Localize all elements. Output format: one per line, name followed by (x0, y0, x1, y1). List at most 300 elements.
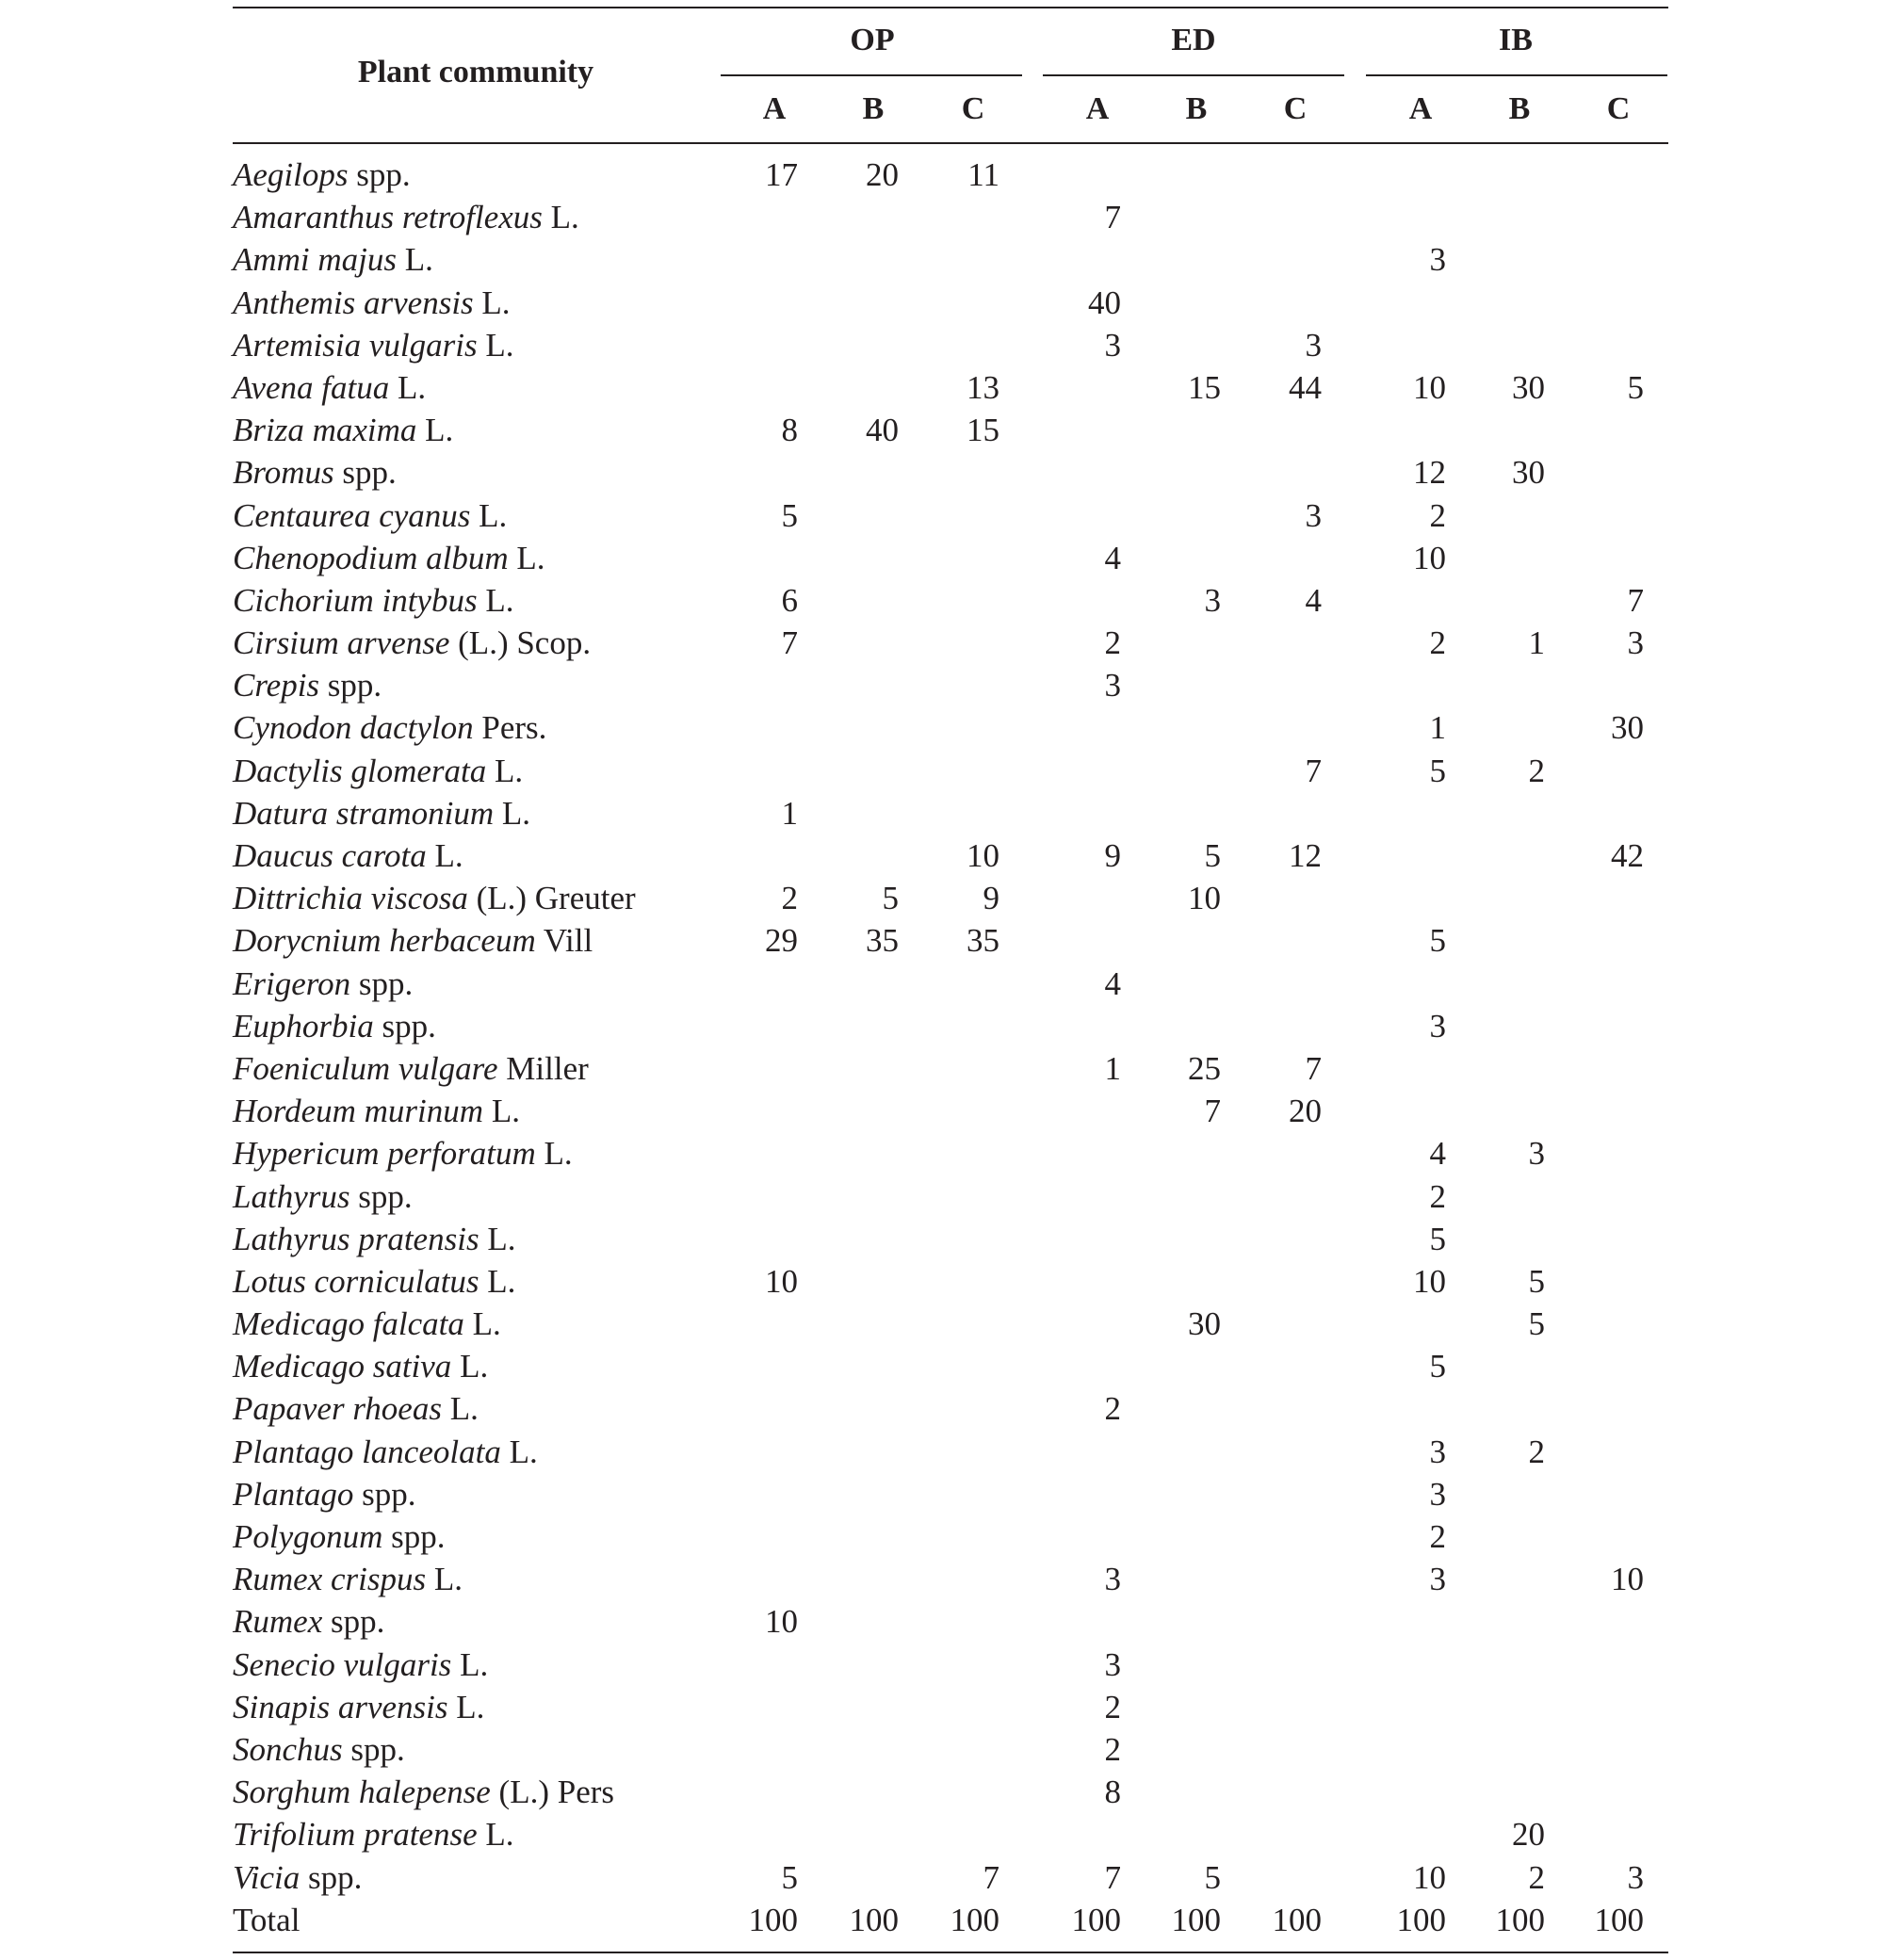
species-name (233, 1813, 514, 1855)
value-cell: 2 (1429, 1518, 1446, 1555)
species-genus: Polygonum (233, 1518, 383, 1555)
total-row (0, 1899, 1901, 1941)
table-row (0, 1132, 1901, 1174)
value-cell (1568, 1345, 1644, 1387)
value-cell (1145, 1600, 1221, 1643)
species-authority: Miller (506, 1049, 589, 1087)
value-cell (823, 282, 899, 324)
group-underline-ib (1366, 74, 1667, 76)
value-cell (1568, 1387, 1644, 1430)
table-row (0, 1047, 1901, 1090)
value-cell (1246, 1856, 1322, 1899)
value-cell: 20 (1289, 1093, 1322, 1130)
value-cell (1246, 1303, 1322, 1345)
value-cell (723, 238, 798, 281)
value-cell (723, 537, 798, 579)
species-name (233, 1132, 573, 1174)
value-cell (924, 451, 999, 494)
value-cell (1046, 451, 1121, 494)
value-cell (1046, 494, 1121, 537)
value-cell (1470, 1345, 1545, 1387)
value-cell (1568, 1090, 1644, 1132)
table-row (0, 537, 1901, 579)
value-cell (1568, 1813, 1644, 1855)
value-cell (1145, 1175, 1221, 1218)
subcolumn-header: A (1408, 91, 1433, 126)
value-cell (1568, 1771, 1644, 1813)
species-name (233, 579, 513, 622)
species-genus: Senecio vulgaris (233, 1645, 452, 1683)
value-cell (1371, 1771, 1446, 1813)
value-cell (924, 238, 999, 281)
bottom-rule (233, 1952, 1668, 1953)
value-cell (1371, 154, 1446, 196)
species-name (233, 1345, 488, 1387)
value-cell (1470, 1090, 1545, 1132)
value-cell (1371, 1303, 1446, 1345)
value-cell: 2 (1429, 624, 1446, 662)
table-row (0, 1515, 1901, 1558)
value-cell: 10 (1413, 368, 1446, 406)
value-cell (1145, 238, 1221, 281)
species-authority: L. (425, 412, 454, 449)
value-cell (1145, 706, 1221, 749)
value-cell (823, 1728, 899, 1771)
species-genus: Rumex (233, 1603, 323, 1641)
species-authority: L. (516, 539, 545, 576)
species-name (233, 1047, 589, 1090)
species-name (233, 622, 591, 664)
value-cell: 5 (1429, 1348, 1446, 1385)
species-genus: Avena fatua (233, 368, 390, 406)
value-cell (1145, 1686, 1221, 1728)
value-cell (1568, 1644, 1644, 1686)
value-cell (924, 792, 999, 834)
value-cell: 9 (1104, 837, 1121, 874)
value-cell: 2 (1104, 1390, 1121, 1428)
value-cell (1568, 1260, 1644, 1303)
value-cell (723, 1005, 798, 1047)
value-cell (1145, 1218, 1221, 1260)
value-cell: 1 (1104, 1049, 1121, 1087)
species-name (233, 154, 411, 196)
value-cell (1046, 1431, 1121, 1473)
value-cell: 1 (1429, 709, 1446, 747)
species-authority: L. (487, 1220, 516, 1257)
value-cell (1568, 919, 1644, 962)
value-cell: 7 (983, 1858, 999, 1896)
value-cell (823, 1558, 899, 1600)
value-cell (1568, 451, 1644, 494)
species-authority: L. (485, 326, 514, 364)
value-cell (723, 366, 798, 409)
value-cell (1568, 877, 1644, 919)
value-cell (1371, 1813, 1446, 1855)
value-cell (723, 451, 798, 494)
species-genus: Sorghum halepense (233, 1774, 491, 1811)
value-cell (823, 1856, 899, 1899)
value-cell (924, 1218, 999, 1260)
value-cell (1046, 1303, 1121, 1345)
species-genus: Cynodon dactylon (233, 709, 474, 747)
plant-community-header: Plant community (357, 55, 594, 89)
table-row (0, 366, 1901, 409)
group-header-ed: ED (1171, 23, 1216, 57)
species-name (233, 494, 507, 537)
value-cell: 5 (882, 880, 899, 917)
value-cell: 1 (1528, 624, 1545, 662)
value-cell: 17 (765, 156, 798, 193)
value-cell: 7 (1204, 1093, 1221, 1130)
value-cell: 100 (1396, 1901, 1446, 1938)
value-cell: 100 (950, 1901, 999, 1938)
value-cell (1470, 1686, 1545, 1728)
value-cell (1246, 1132, 1322, 1174)
value-cell: 100 (1071, 1901, 1121, 1938)
species-genus: Dactylis glomerata (233, 752, 487, 789)
species-name (233, 324, 513, 366)
value-cell: 100 (1495, 1901, 1545, 1938)
table-row (0, 1813, 1901, 1855)
value-cell (1470, 238, 1545, 281)
table-row (0, 792, 1901, 834)
value-cell: 9 (983, 880, 999, 917)
value-cell (1246, 1558, 1322, 1600)
value-cell (823, 579, 899, 622)
species-name (233, 792, 530, 834)
value-cell: 1 (781, 794, 798, 832)
species-name (233, 1005, 436, 1047)
subcolumn-header: C (1283, 91, 1308, 126)
value-cell (1246, 1175, 1322, 1218)
value-cell (823, 1686, 899, 1728)
table-row (0, 963, 1901, 1005)
value-cell (1046, 579, 1121, 622)
value-cell (1470, 706, 1545, 749)
value-cell (823, 1771, 899, 1813)
species-genus: Lotus corniculatus (233, 1262, 479, 1300)
species-name (233, 664, 382, 706)
value-cell (823, 1345, 899, 1387)
value-cell: 3 (1429, 1433, 1446, 1470)
species-genus: Briza maxima (233, 412, 417, 449)
species-name (233, 1175, 413, 1218)
value-cell (1246, 1473, 1322, 1515)
value-cell (1371, 664, 1446, 706)
species-genus: Foeniculum vulgare (233, 1049, 498, 1087)
value-cell (1371, 1387, 1446, 1430)
value-cell (1470, 1473, 1545, 1515)
value-cell: 100 (748, 1901, 798, 1938)
subcolumn-header: C (1606, 91, 1631, 126)
table-row (0, 1771, 1901, 1813)
species-genus: Centaurea cyanus (233, 496, 471, 534)
value-cell (723, 1813, 798, 1855)
species-authority: spp. (308, 1858, 363, 1896)
value-cell (1371, 409, 1446, 451)
value-cell (924, 1600, 999, 1643)
value-cell: 10 (967, 837, 999, 874)
value-cell: 100 (1594, 1901, 1644, 1938)
value-cell (1145, 1005, 1221, 1047)
value-cell (723, 1558, 798, 1600)
species-authority: L. (472, 1305, 501, 1343)
value-cell (823, 963, 899, 1005)
table-row (0, 1473, 1901, 1515)
subcolumn-header: A (762, 91, 787, 126)
group-header-op: OP (850, 23, 895, 57)
value-cell (1568, 1303, 1644, 1345)
value-cell: 30 (1611, 709, 1644, 747)
value-cell (1246, 1813, 1322, 1855)
value-cell (823, 196, 899, 238)
table-row (0, 622, 1901, 664)
value-cell (924, 706, 999, 749)
species-name (233, 537, 545, 579)
value-cell (1371, 963, 1446, 1005)
value-cell: 10 (1413, 1858, 1446, 1896)
value-cell (1568, 537, 1644, 579)
value-cell (1568, 1132, 1644, 1174)
subcolumn-header: B (1508, 91, 1531, 126)
value-cell (924, 1260, 999, 1303)
value-cell (723, 834, 798, 877)
value-cell: 3 (1104, 1561, 1121, 1598)
value-cell (1568, 1431, 1644, 1473)
value-cell: 20 (1512, 1816, 1545, 1854)
value-cell: 2 (1429, 496, 1446, 534)
value-cell (1046, 1473, 1121, 1515)
species-genus: Ammi majus (233, 241, 398, 279)
table-row (0, 451, 1901, 494)
value-cell: 20 (866, 156, 899, 193)
value-cell (1145, 1260, 1221, 1303)
value-cell: 10 (1413, 1262, 1446, 1300)
value-cell (1246, 451, 1322, 494)
table-row (0, 919, 1901, 962)
value-cell (1246, 877, 1322, 919)
value-cell (924, 282, 999, 324)
species-name (233, 1600, 384, 1643)
value-cell: 2 (1528, 1433, 1545, 1470)
value-cell (823, 1132, 899, 1174)
value-cell: 3 (1627, 1858, 1644, 1896)
species-genus: Amaranthus retroflexus (233, 199, 543, 236)
species-authority: L. (456, 1688, 485, 1725)
value-cell (1246, 706, 1322, 749)
species-authority: L. (460, 1645, 489, 1683)
value-cell: 15 (1188, 368, 1221, 406)
value-cell (723, 1132, 798, 1174)
species-genus: Plantago lanceolata (233, 1433, 501, 1470)
value-cell (924, 537, 999, 579)
value-cell: 3 (1305, 496, 1322, 534)
value-cell (924, 494, 999, 537)
value-cell (1470, 282, 1545, 324)
table-row (0, 834, 1901, 877)
value-cell: 11 (967, 156, 999, 193)
value-cell (924, 324, 999, 366)
species-name (233, 1644, 488, 1686)
table-row (0, 1175, 1901, 1218)
value-cell (1470, 834, 1545, 877)
value-cell (823, 1218, 899, 1260)
value-cell (723, 750, 798, 792)
value-cell: 10 (765, 1262, 798, 1300)
value-cell (1568, 664, 1644, 706)
value-cell (1246, 664, 1322, 706)
table-row (0, 1345, 1901, 1387)
value-cell (1470, 919, 1545, 962)
value-cell (1568, 1600, 1644, 1643)
table-row (0, 154, 1901, 196)
value-cell (1246, 1600, 1322, 1643)
value-cell (1470, 324, 1545, 366)
value-cell (1568, 792, 1644, 834)
value-cell (1371, 1047, 1446, 1090)
value-cell: 30 (1512, 368, 1545, 406)
value-cell (1246, 537, 1322, 579)
value-cell (1046, 1345, 1121, 1387)
value-cell (1568, 1728, 1644, 1771)
value-cell (1246, 1431, 1322, 1473)
value-cell: 30 (1188, 1305, 1221, 1343)
value-cell (1470, 154, 1545, 196)
species-authority: spp. (327, 667, 382, 705)
value-cell (723, 1090, 798, 1132)
table-row (0, 494, 1901, 537)
value-cell (1371, 792, 1446, 834)
value-cell (924, 1387, 999, 1430)
value-cell (823, 1473, 899, 1515)
value-cell (1371, 1728, 1446, 1771)
value-cell (1246, 1686, 1322, 1728)
value-cell (1246, 1218, 1322, 1260)
species-genus: Dorycnium herbaceum (233, 922, 536, 960)
species-name (233, 1090, 520, 1132)
value-cell: 2 (1528, 752, 1545, 789)
species-genus: Medicago falcata (233, 1305, 464, 1343)
species-authority: L. (481, 283, 511, 321)
value-cell (723, 1303, 798, 1345)
value-cell (1246, 196, 1322, 238)
value-cell (1470, 196, 1545, 238)
value-cell (723, 1728, 798, 1771)
value-cell (924, 1644, 999, 1686)
species-authority: spp. (358, 964, 414, 1002)
value-cell (1470, 1515, 1545, 1558)
value-cell: 29 (765, 922, 798, 960)
value-cell (723, 706, 798, 749)
value-cell: 40 (866, 412, 899, 449)
value-cell (1145, 196, 1221, 238)
value-cell (1246, 1260, 1322, 1303)
value-cell (1246, 963, 1322, 1005)
value-cell (823, 1431, 899, 1473)
value-cell (1470, 664, 1545, 706)
value-cell (823, 1387, 899, 1430)
value-cell (1246, 1728, 1322, 1771)
value-cell (823, 1644, 899, 1686)
value-cell: 2 (1104, 1688, 1121, 1725)
value-cell (723, 1431, 798, 1473)
value-cell (723, 1644, 798, 1686)
value-cell (924, 1771, 999, 1813)
value-cell (1046, 238, 1121, 281)
group-underline-op (721, 74, 1022, 76)
species-name (233, 366, 426, 409)
species-authority: Pers. (481, 709, 547, 747)
value-cell (1046, 1218, 1121, 1260)
value-cell (1246, 1771, 1322, 1813)
species-authority: L. (434, 837, 463, 874)
value-cell: 7 (1305, 752, 1322, 789)
value-cell (823, 1090, 899, 1132)
value-cell (1568, 750, 1644, 792)
value-cell (1246, 1515, 1322, 1558)
value-cell (1568, 494, 1644, 537)
value-cell (1145, 1473, 1221, 1515)
value-cell (1145, 1345, 1221, 1387)
species-authority: Vill (543, 922, 593, 960)
value-cell: 4 (1429, 1135, 1446, 1173)
value-cell (1145, 1728, 1221, 1771)
value-cell (924, 1473, 999, 1515)
species-genus: Papaver rhoeas (233, 1390, 442, 1428)
value-cell: 3 (1104, 1645, 1121, 1683)
value-cell (1246, 154, 1322, 196)
value-cell (1046, 750, 1121, 792)
value-cell (1568, 196, 1644, 238)
value-cell (1145, 792, 1221, 834)
value-cell (1145, 282, 1221, 324)
table-row (0, 282, 1901, 324)
group-underline-ed (1043, 74, 1344, 76)
value-cell (1568, 324, 1644, 366)
value-cell (723, 1047, 798, 1090)
value-cell (1371, 1600, 1446, 1643)
value-cell: 5 (1429, 922, 1446, 960)
species-name (233, 750, 523, 792)
value-cell (924, 1515, 999, 1558)
value-cell: 3 (1305, 326, 1322, 364)
species-genus: Erigeron (233, 964, 351, 1002)
value-cell (1246, 1005, 1322, 1047)
value-cell (823, 750, 899, 792)
value-cell (1046, 154, 1121, 196)
value-cell (1145, 1132, 1221, 1174)
species-authority: spp. (382, 1007, 436, 1045)
value-cell (823, 1515, 899, 1558)
table-row (0, 238, 1901, 281)
species-authority: L. (397, 368, 427, 406)
value-cell (1046, 1132, 1121, 1174)
species-authority: L. (491, 1093, 520, 1130)
value-cell: 3 (1204, 581, 1221, 619)
value-cell (823, 664, 899, 706)
value-cell (1046, 1515, 1121, 1558)
value-cell (1568, 963, 1644, 1005)
value-cell (1568, 1515, 1644, 1558)
value-cell (823, 792, 899, 834)
value-cell (924, 1345, 999, 1387)
table-row (0, 1260, 1901, 1303)
species-name (233, 1558, 463, 1600)
value-cell (723, 282, 798, 324)
value-cell (1568, 238, 1644, 281)
value-cell (1046, 1813, 1121, 1855)
species-authority: L. (485, 1816, 514, 1854)
